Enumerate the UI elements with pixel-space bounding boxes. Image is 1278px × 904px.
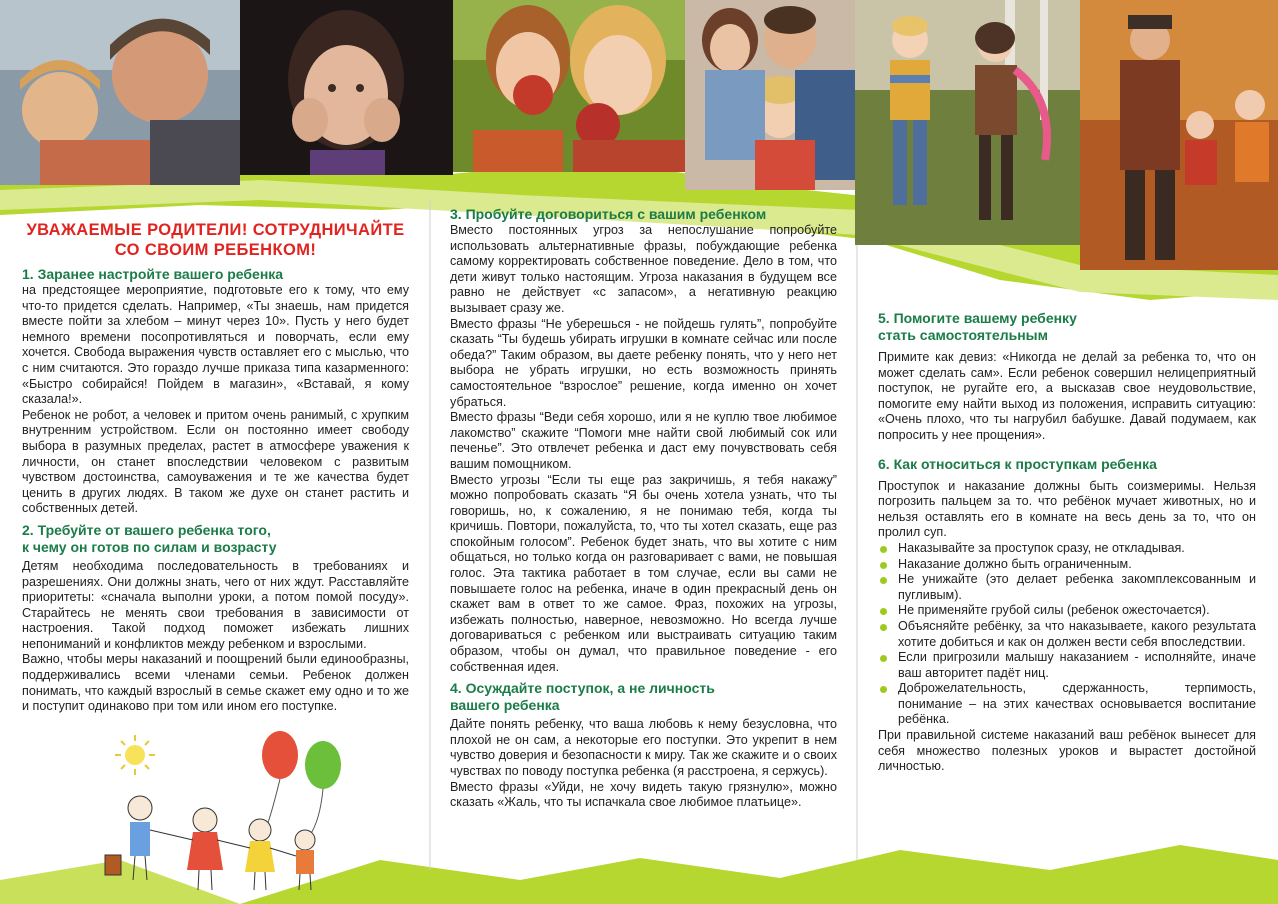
section-5-heading	[878, 310, 1256, 344]
drawn-child-3	[245, 819, 275, 890]
section-1-paragraph-1: на предстоящее мероприятие, подготовьте его к тому, что ему что-то придется сделать. Например, «Ты знаешь, нам придется вместе пойти за хлебом – минут через 10». Пусть у него будет немного времени посопротивляться и поворчать, если ему хочется. Свобода выражения чувств оставляет его с мыслью, что с ним считаются. Это гораздо лучше приказа типа казарменного: «Быстро собирайся! Пойдем в магазин», «Вставай, я кому сказала!».	[22, 283, 409, 407]
section-6-paragraph-2: При правильной системе наказаний ваш ребёнок вынесет для себя множество полезных уроков и вырастет достойной личностью.	[878, 728, 1256, 774]
section-3-paragraph-2: Вместо фразы “Не уберешься - не пойдешь гулять”, попробуйте сказать “Ты будешь убирать игрушки в комнате сейчас или после обеда?” Таким образом, вы даете ребенку понять, что у него нет выбора не убрать игрушки, но есть возможность принять самостоятельное “взрослое” решение, когда именно он хочет убраться.	[450, 316, 837, 409]
drawn-child-2	[187, 808, 223, 890]
rules-list	[878, 541, 1256, 728]
drawn-child-4	[295, 830, 315, 890]
section-3-paragraph-1: Вместо постоянных угроз за непослушание попробуйте использовать альтернативные фразы, побуждающие ребенка самому корректировать собственное поведение. Дело в том, что дети живут только настоящим. Угроза наказания в будущем все равно не действует «с запасом», а негативную реакцию вызывает сразу же.	[450, 223, 837, 315]
children-drawing-illustration	[95, 730, 355, 895]
section-5-paragraph-1: Примите как девиз: «Никогда не делай за ребенка то, что он может сделать сам». Если ребенок совершил нелицеприятный поступок, не ругайте его, а высказав свое неудовольствие, помогите ему найти выход из положения, исправить ситуацию: «Очень плохо, что ты нагрубил бабушке. Давай подумаем, как попросить у нее прощения».	[878, 350, 1256, 442]
section-4-heading-line-2: вашего ребенка	[450, 697, 560, 714]
section-2-paragraph-1: Детям необходима последовательность в требованиях и разрешениях. Они должны знать, чего от них ждут. Расставляйте приоритеты: «сначала выполни уроки, а потом помой посуду». Старайтесь не менять свои требования в зависимости от настроения. Такой подход поможет избежать лишних непониманий и конфликтов между ребенком и взрослыми.	[22, 558, 409, 651]
rule-item: Не унижайте (это делает ребенка закомплексованным и пугливым).	[878, 572, 1256, 603]
section-4-heading-line-1: 4. Осуждайте поступок, а не личность	[450, 680, 715, 697]
rule-item: Объясняйте ребёнку, за что наказываете, какого результата хотите добиться и как он должен вести себя впоследствии.	[878, 619, 1256, 650]
children-with-apples-photo	[453, 0, 685, 172]
section-4-heading	[450, 680, 837, 714]
section-3-paragraph-4: Вместо угрозы “Если ты еще раз закричишь, я тебя накажу” можно попробовать сказать “Я бы очень хотела узнать, что ты говоришь, но, к сожалению, я не понимаю тебя, когда ты кричишь. Повтори, пожалуйста, то, что ты хотел сказать, еще раз спокойным голосом”. Ребенок будет знать, что вы хотите с ним общаться, но только когда он разговаривает с вами, не повышая голос. Эта тактика работает в том случае, если вы сами не повышаете голос на ребенка, иначе в один прекрасный день он скажет вам в ответ то же самое. Фраз, похожих на угрозы, избежать полностью, наверное, невозможно. Но всегда лучше договариваться с ребенком или выстраивать ситуацию таким образом, чтобы он думал, что правильное поведение - его собственная идея.	[450, 472, 837, 674]
section-4-paragraph-1: Дайте понять ребенку, что ваша любовь к нему безусловна, что плохой не он сам, а некоторые его поступки. Это укрепит в нем чувство доверия и безопасности к миру. Так же скажите и о своих чувствах по поводу поступка ребенка (я расстроена, я сержусь).	[450, 717, 837, 778]
section-2-heading	[22, 522, 409, 556]
rule-item: Наказание должно быть ограниченным.	[878, 557, 1256, 573]
section-6-paragraph-1: Проступок и наказание должны быть соизмеримы. Нельзя погрозить пальцем за то. что ребёнок мучает животных, но и нельзя оставлять его в комнате на весь день за то, что он пролил суп.	[878, 478, 1256, 540]
grandfather-autumn-photo	[1080, 0, 1278, 270]
main-title-line-1: УВАЖАЕМЫЕ РОДИТЕЛИ! СОТРУДНИЧАЙТЕ	[26, 221, 405, 239]
section-3-heading: 3. Пробуйте договориться с вашим ребенком	[450, 206, 767, 222]
sad-girl-photo	[240, 0, 453, 175]
rule-item: Наказывайте за проступок сразу, не откладывая.	[878, 541, 1256, 557]
father-and-son-photo	[0, 0, 240, 185]
rule-item: Не применяйте грубой силы (ребенок ожесточается).	[878, 603, 1256, 619]
section-5-heading-line-1: 5. Помогите вашему ребенку	[878, 310, 1077, 326]
column-right	[878, 310, 1256, 775]
rule-item: Доброжелательность, сдержанность, терпимость, понимание – на этих качествах основывается воспитание ребёнка.	[878, 681, 1256, 728]
section-2-heading-line-2: к чему он готов по силам и возрасту	[22, 538, 277, 555]
main-title-line-2: СО СВОИМ РЕБЕНКОМ!	[114, 241, 317, 259]
rule-item: Если пригрозили малышу наказанием - исполняйте, иначе ваш авторитет падёт ниц.	[878, 650, 1256, 681]
section-5-heading-line-2: стать самостоятельным	[878, 327, 1048, 343]
section-1-paragraph-2: Ребенок не робот, а человек и притом очень ранимый, с хрупким внутренним устройством. Если он постоянно имеет свободу выбора в разумных пределах, растет в атмосфере уважения к личности, он станет впоследствии человеком с развитым чувством достоинства, самоуважения и те же качества будет ценить в других людях. В таком же духе он станет растить и собственных детей.	[22, 407, 409, 516]
section-2-heading-line-1: 2. Требуйте от вашего ребенка того,	[22, 521, 271, 538]
section-6-heading: 6. Как относиться к проступкам ребенка	[878, 455, 1157, 472]
column-middle	[450, 206, 837, 811]
family-photo	[685, 0, 855, 190]
section-4-paragraph-2: Вместо фразы «Уйди, не хочу видеть такую грязнулю», можно сказать «Жаль, что ты испачкала свое любимое платьице».	[450, 779, 837, 810]
section-1-heading: 1. Заранее настройте вашего ребенка	[22, 266, 284, 282]
section-3-paragraph-3: Вместо фразы “Веди себя хорошо, или я не куплю твое любимое лакомство” скажите “Помоги мне найти свой любимый сок или печенье”. Это отвлечет ребенка и даст ему почувствовать себя вашим помощником.	[450, 410, 837, 471]
drawn-child-1	[105, 796, 152, 880]
main-title	[22, 220, 409, 260]
column-left	[22, 220, 409, 715]
kids-in-park-photo	[855, 0, 1080, 245]
section-2-paragraph-2: Важно, чтобы меры наказаний и поощрений были единообразны, поддерживались всеми членами семьи. Ребенок должен понимать, что каждый взрослый в семье скажет ему одно и то же и поступит одинаково при том или ином его поступке.	[22, 652, 409, 714]
